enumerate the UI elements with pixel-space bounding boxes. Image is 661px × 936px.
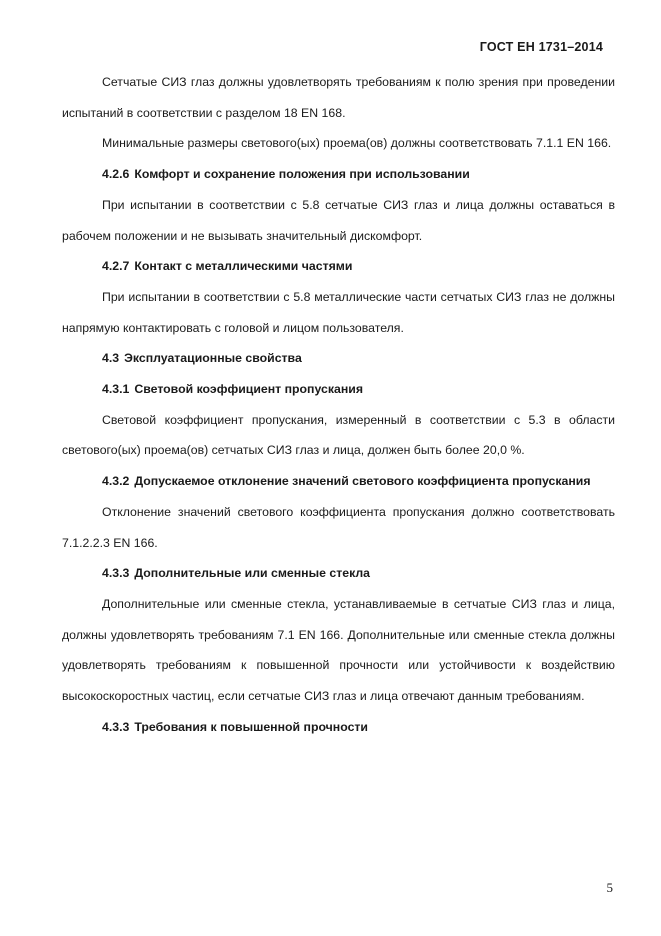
section-title: Дополнительные или сменные стекла — [134, 566, 371, 581]
page-number: 5 — [606, 880, 613, 895]
paragraph: При испытании в соответствии с 5.8 металлические части сетчатых СИЗ глаз не должны напрямую контактировать с головой и лицом пользователя. — [62, 289, 615, 335]
section-title: Комфорт и сохранение положения при использовании — [134, 167, 470, 182]
section-number: 4.3.3 — [102, 566, 130, 581]
section-heading — [62, 374, 615, 405]
section-title: Эксплуатационные свойства — [124, 351, 302, 366]
section-number: 4.2.7 — [102, 259, 130, 274]
section-heading — [62, 343, 615, 374]
paragraph: Сетчатые СИЗ глаз должны удовлетворять требованиям к полю зрения при проведении испытаний в соответствии с разделом 18 EN 168. — [62, 75, 615, 120]
paragraph: Минимальные размеры светового(ых) проема(ов) должны соответствовать 7.1.1 EN 166. — [102, 136, 612, 151]
paragraph: Дополнительные или сменные стекла, устанавливаемые в сетчатые СИЗ глаз и лица, должны удовлетворять требованиям 7.1 EN 166. Дополнительные или сменные стекла должны удовлетворять требованиям к повышенной прочности или устойчивости к воздействию высокоскоростных частиц, если сетчатые СИЗ глаз и лица отвечают данным требованиям. — [62, 596, 615, 704]
section-number: 4.3.2 — [102, 474, 130, 489]
section-title: Контакт с металлическими частями — [134, 259, 353, 274]
section-heading — [62, 159, 615, 190]
section-heading — [62, 251, 615, 282]
paragraph: Отклонение значений светового коэффициента пропускания должно соответствовать 7.1.2.2.3 EN 166. — [62, 504, 615, 550]
section-number: 4.2.6 — [102, 167, 130, 182]
section-heading — [62, 712, 615, 743]
section-number: 4.3.1 — [102, 382, 130, 397]
section-number: 4.3 — [102, 351, 120, 366]
section-number: 4.3.3 — [102, 719, 130, 734]
document-body — [62, 67, 615, 742]
section-title: Допускаемое отклонение значений светового коэффициента пропускания — [134, 474, 591, 489]
paragraph: При испытании в соответствии с 5.8 сетчатые СИЗ глаз и лица должны оставаться в рабочем положении и не вызывать значительный дискомфорт. — [62, 197, 615, 243]
section-heading — [62, 466, 615, 497]
paragraph: Световой коэффициент пропускания, измеренный в соответствии с 5.3 в области светового(ых) проема(ов) сетчатых СИЗ глаз и лица, должен быть более 20,0 %. — [62, 412, 615, 458]
standard-code-header: ГОСТ EH 1731–2014 — [479, 40, 603, 54]
section-title: Световой коэффициент пропускания — [134, 382, 364, 397]
section-heading — [62, 558, 615, 589]
section-title: Требования к повышенной прочности — [134, 719, 368, 734]
